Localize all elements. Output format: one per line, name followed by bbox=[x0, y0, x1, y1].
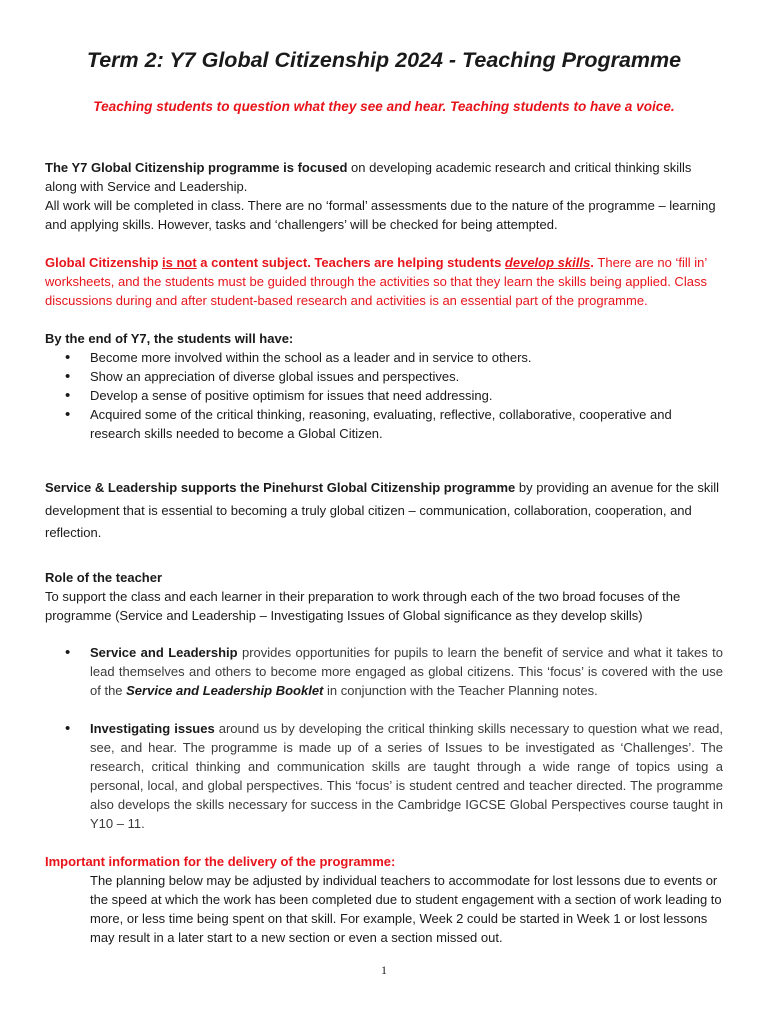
intro-text-1: on developing academic research and critical thinking skills along with Service and Leadership. bbox=[45, 160, 692, 194]
notice-is-not: is not bbox=[162, 255, 197, 270]
page-subtitle: Teaching students to question what they see and hear. Teaching students to have a voice. bbox=[93, 99, 675, 114]
focus-issues-text: around us by developing the critical thinking skills necessary to question what we read, see, and hear. The programme is made up of a series of Issues to be investigated as ‘Challenges’. The research, critical thinking and communication skills are taught through a wide range of topics using a personal, local, and global perspectives. This ‘focus’ is student centred and teacher directed. The programme also develops the skills necessary for success in the Cambridge IGCSE Global Perspectives course taught in Y10 – 11. bbox=[90, 721, 723, 831]
focus-service-text-1: provides opportunities for pupils to learn the benefit of service and what it takes to lead themselves and others to become more engaged as global citizens. This ‘focus’ is covered with the use of the bbox=[90, 645, 724, 698]
notice-part-2: a content subject. Teachers are helping students bbox=[196, 255, 505, 270]
notice-rest: There are no ‘fill in’ worksheets, and the students must be guided through the activities so that they learn the skills being applied. Class discussions during and after student-based research and activities is an essential part of the programme. bbox=[45, 255, 707, 308]
outcome-item: • Acquired some of the critical thinking, reasoning, evaluating, reflective, collaborative, cooperative and research skills needed to become a Global Citizen. bbox=[45, 405, 725, 443]
focus-service-lead: Service and Leadership bbox=[90, 645, 238, 660]
service-text: by providing an avenue for the skill development that is essential to becoming a truly global citizen – communication, collaboration, cooperation, and reflection. bbox=[45, 480, 720, 540]
page-number: 1 bbox=[381, 963, 387, 977]
focus-service-list bbox=[45, 643, 723, 700]
notice-part-3: . bbox=[590, 255, 598, 270]
notice-develop-skills: develop skills bbox=[504, 255, 591, 270]
intro-bold-lead: The Y7 Global Citizenship programme is focused bbox=[45, 160, 348, 175]
focus-issues-list bbox=[45, 719, 723, 833]
important-heading: Important information for the delivery of the programme: bbox=[45, 854, 396, 869]
important-text: The planning below may be adjusted by individual teachers to accommodate for lost lessons due to events or the speed at which the work has been completed due to student engagement with a section of work leading to more, or less time being spent on that skill. For example, Week 2 could be started in Week 1 or lost lessons may result in a later start to a new section or even a section missed out. bbox=[90, 873, 722, 945]
page-title: Term 2: Y7 Global Citizenship 2024 - Teaching Programme bbox=[86, 48, 682, 72]
focus-issues-item bbox=[45, 719, 723, 833]
outcome-item: • Develop a sense of positive optimism for issues that need addressing. bbox=[45, 386, 725, 405]
outcomes-list bbox=[45, 348, 725, 443]
outcomes-heading: By the end of Y7, the students will have: bbox=[45, 331, 294, 346]
outcome-item: • Show an appreciation of diverse global issues and perspectives. bbox=[45, 367, 725, 386]
intro-text-2: All work will be completed in class. There are no ‘formal’ assessments due to the nature of the programme – learning and applying skills. However, tasks and ‘challengers’ will be checked for being attempted. bbox=[45, 198, 716, 232]
focus-service-booklet: Service and Leadership Booklet bbox=[126, 683, 324, 698]
focus-service-item bbox=[45, 643, 723, 700]
notice-paragraph bbox=[45, 253, 725, 310]
service-paragraph bbox=[45, 477, 725, 545]
role-heading: Role of the teacher bbox=[45, 570, 163, 585]
role-paragraph bbox=[45, 568, 725, 625]
service-bold-lead: Service & Leadership supports the Pinehurst Global Citizenship programme bbox=[45, 480, 516, 495]
focus-service-text-2: in conjunction with the Teacher Planning notes. bbox=[323, 683, 598, 698]
role-text: To support the class and each learner in their preparation to work through each of the two broad focuses of the programme (Service and Leadership – Investigating Issues of Global significance as they develop skills) bbox=[45, 589, 681, 623]
intro-paragraph bbox=[45, 158, 725, 234]
focus-issues-lead: Investigating issues bbox=[90, 721, 215, 736]
outcome-item: • Become more involved within the school as a leader and in service to others. bbox=[45, 348, 725, 367]
notice-part-1: Global Citizenship bbox=[45, 255, 163, 270]
